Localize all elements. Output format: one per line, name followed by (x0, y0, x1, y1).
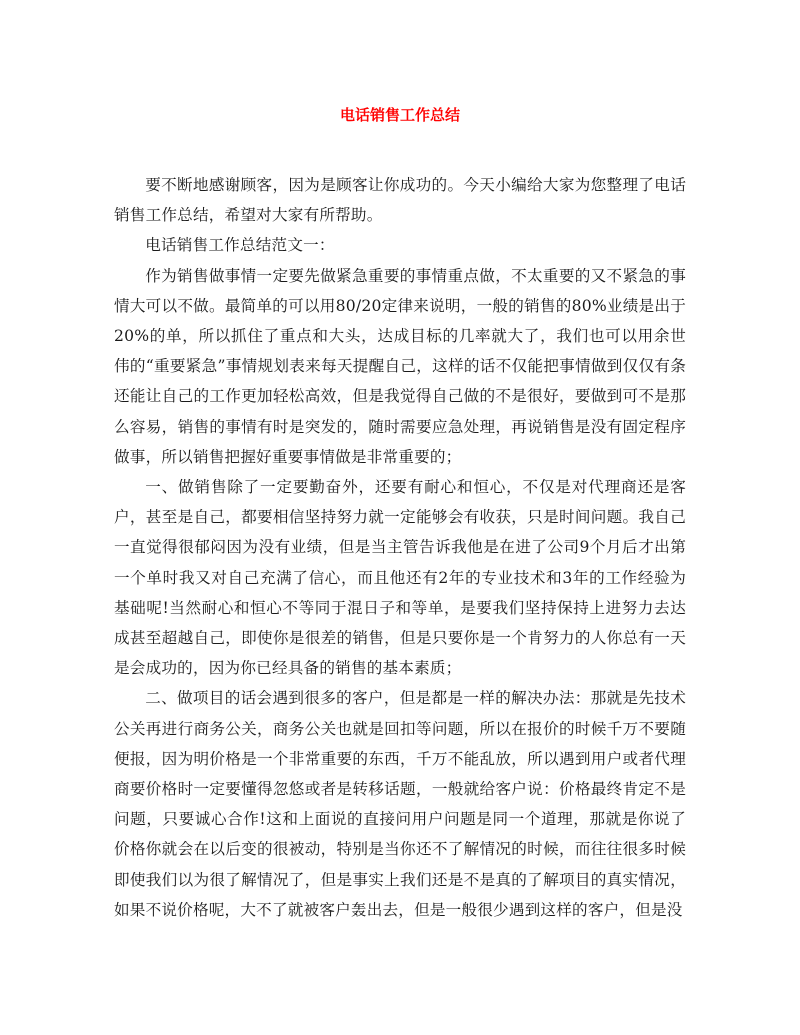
paragraph-point-two: 二、做项目的话会遇到很多的客户，但是都是一样的解决办法：那就是先技术公关再进行商务公关，商务公关也就是回扣等问题，所以在报价的时候千万不要随便报，因为明价格是一个非常重要的东西，千万不能乱放，所以遇到用户或者代理商要价格时一定要懂得忽悠或者是转移话题，一般就给客户说：价格最终肯定不是问题，只要诚心合作!这和上面说的直接问用户问题是同一个道理，那就是你说了价格你就会在以后变的很被动，特别是当你还不了解情况的时候，而往往很多时候即使我们以为很了解情况了，但是事实上我们还是不是真的了解项目的真实情况，如果不说价格呢，大不了就被客户轰出去，但是一般很少遇到这样的客户，但是没 (114, 689, 686, 919)
paragraph-heading: 电话销售工作总结范文一： (145, 236, 335, 255)
document-title: 电话销售工作总结 (339, 106, 460, 124)
document-body (114, 170, 686, 925)
paragraph-point-one: 一、做销售除了一定要勤奋外，还要有耐心和恒心，不仅是对代理商还是客户，甚至是自己，都要相信坚持努力就一定能够会有收获，只是时间问题。我自己一直觉得很郁闷因为没有业绩，但是当主管告诉我他是在进了公司9个月后才出第一个单时我又对自己充满了信心，而且他还有2年的专业技术和3年的工作经验为基础呢!当然耐心和恒心不等同于混日子和等单，是要我们坚持保持上进努力去达成甚至超越自己，即使你是很差的销售，但是只要你是一个肯努力的人你总有一天是会成功的，因为你已经具备的销售的基本素质； (114, 478, 686, 678)
paragraph-intro: 要不断地感谢顾客，因为是顾客让你成功的。今天小编给大家为您整理了电话销售工作总结，希望对大家有所帮助。 (114, 176, 686, 225)
paragraph-priorities: 作为销售做事情一定要先做紧急重要的事情重点做，不太重要的又不紧急的事情大可以不做。最简单的可以用80/20定律来说明，一般的销售的80%业绩是出于20%的单，所以抓住了重点和大头，达成目标的几率就大了，我们也可以用余世伟的“重要紧急”事情规划表来每天提醒自己，这样的话不仅能把事情做到仅仅有条还能让自己的工作更加轻松高效，但是我觉得自己做的不是很好，要做到可不是那么容易，销售的事情有时是突发的，随时需要应急处理，再说销售是没有固定程序做事，所以销售把握好重要事情做是非常重要的； (114, 266, 686, 466)
